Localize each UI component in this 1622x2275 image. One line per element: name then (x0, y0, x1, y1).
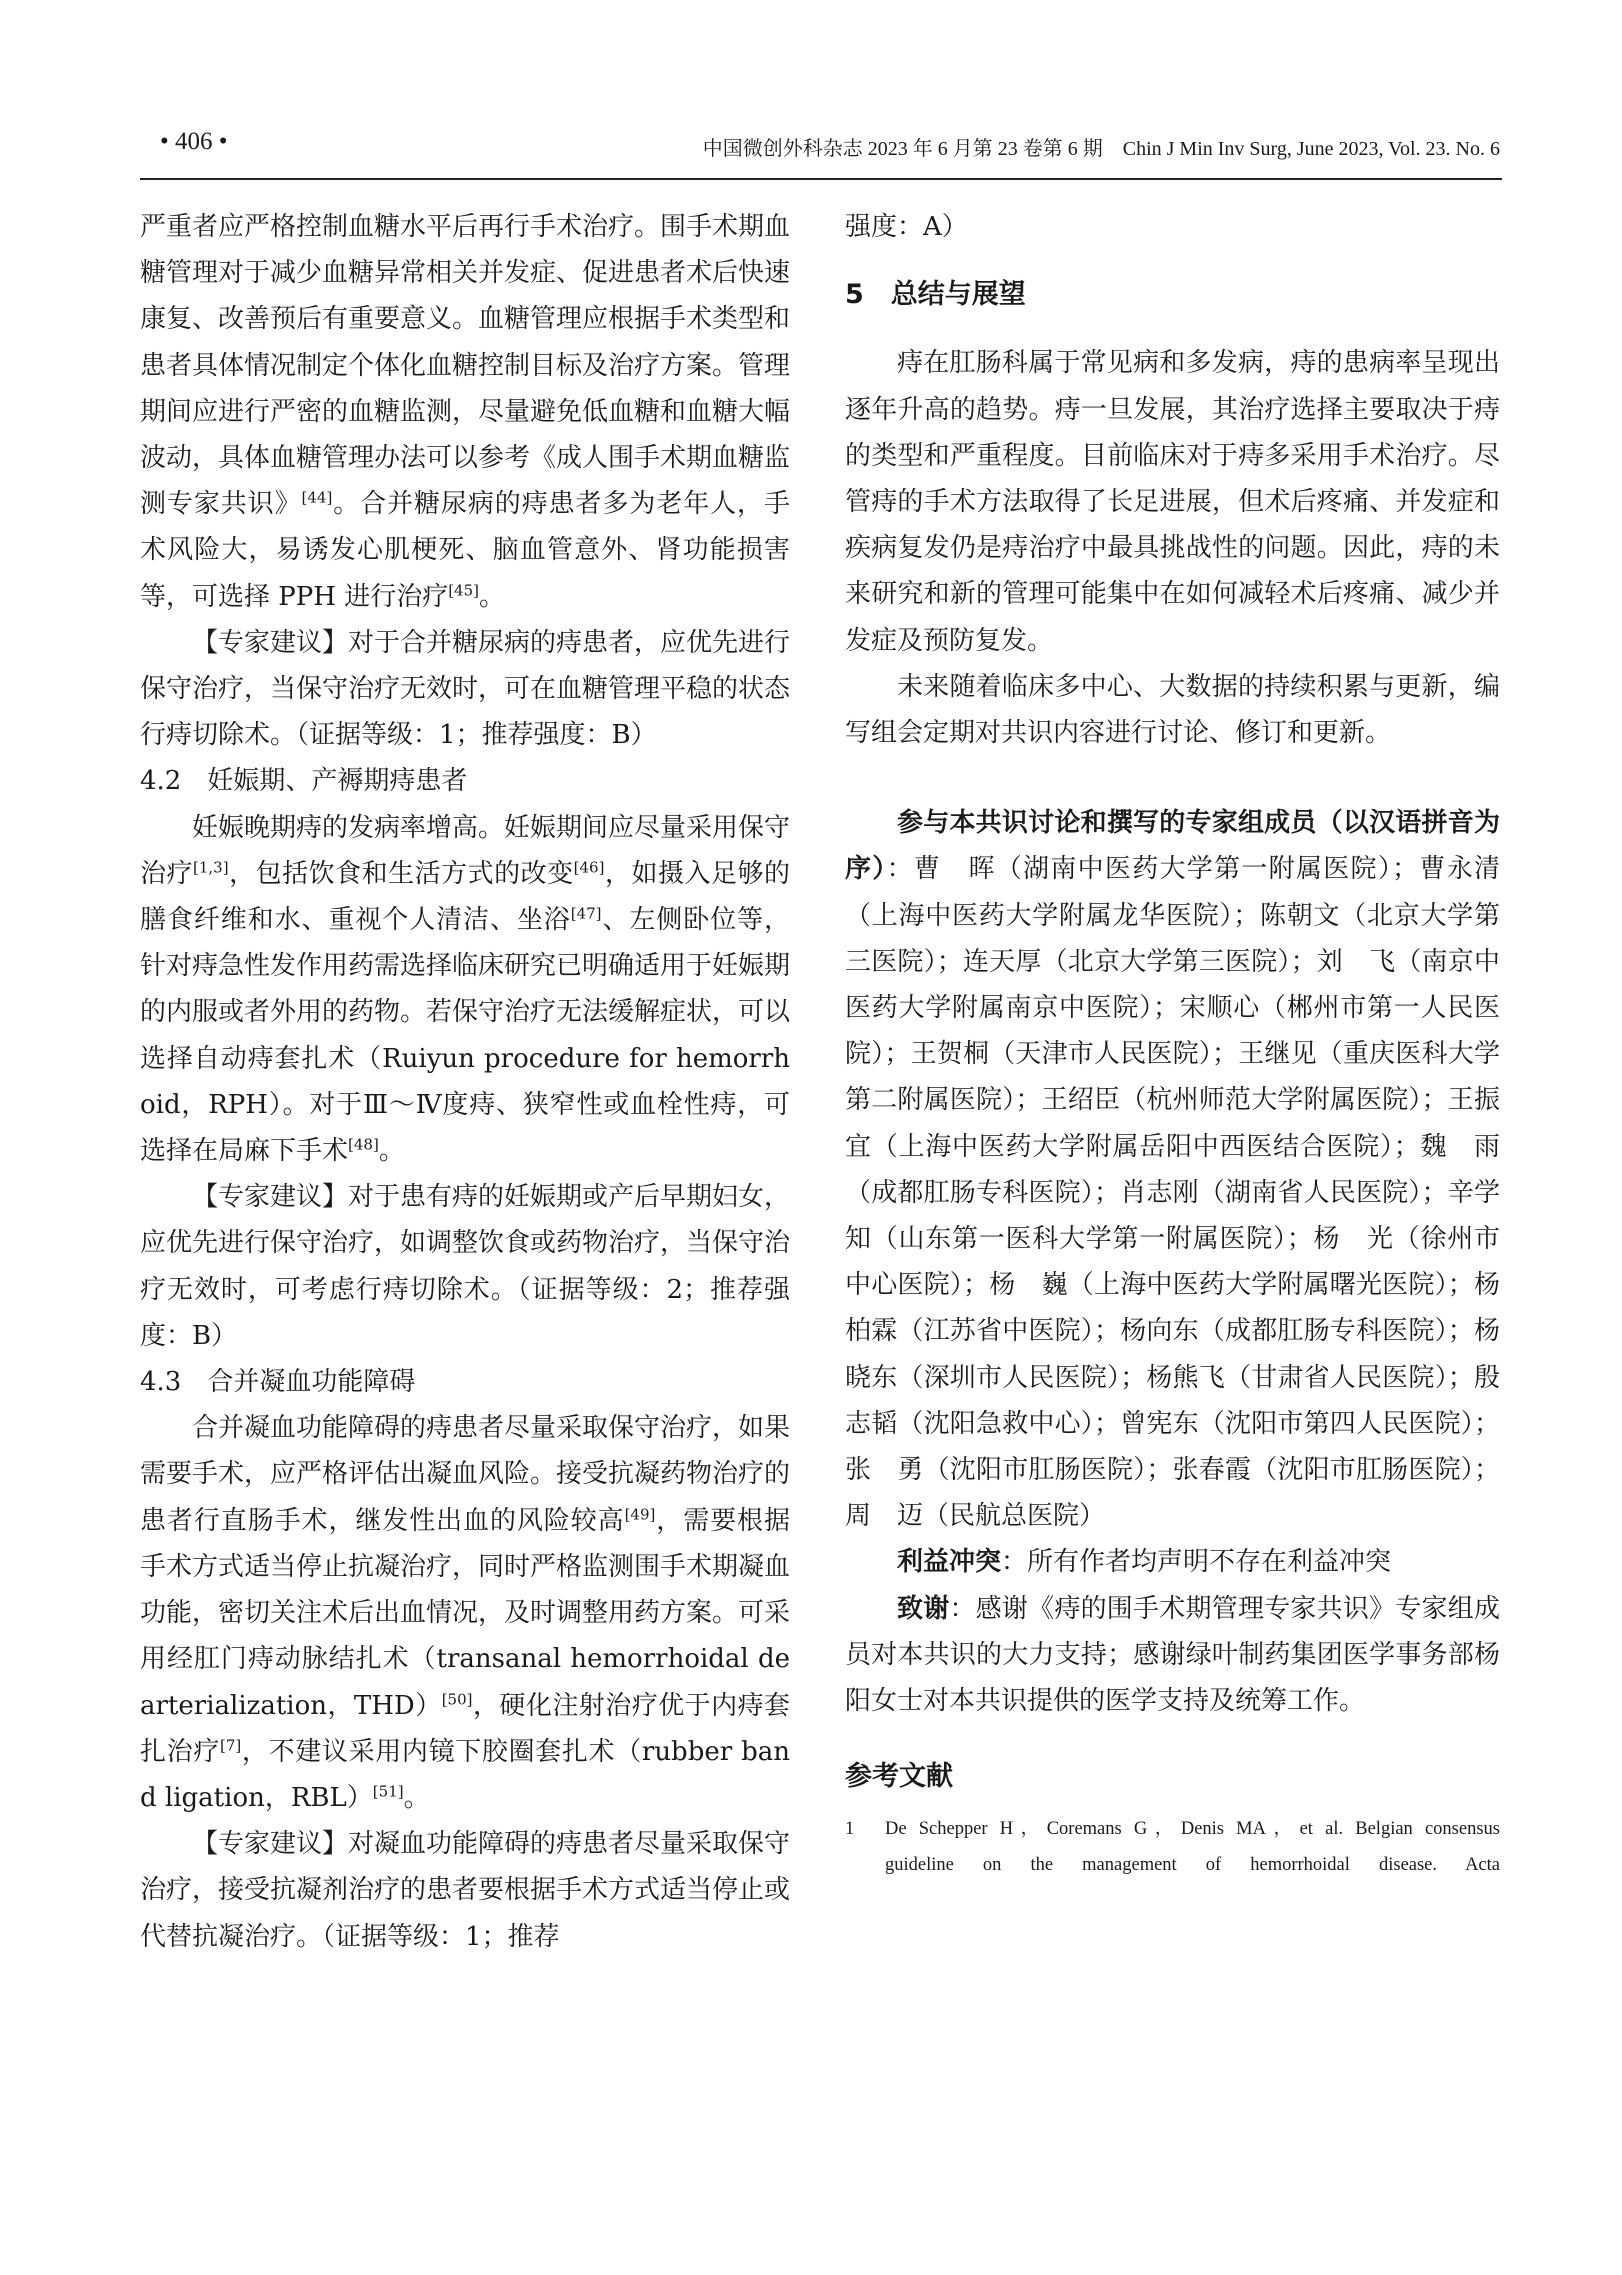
paragraph-coagulation: 合并凝血功能障碍的痔患者尽量采取保守治疗，如果需要手术，应严格评估出凝血风险。接受抗凝药物治疗的患者行直肠手术，继发性出血的风险较高[49]，需要根据手术方式适当停止抗凝治疗，同时严格监测围手术期凝血功能，密切关注术后出血情况，及时调整用药方案。可采用经肛门痔动脉结扎术（transanal hemorrhoidal dearterialization，THD）[50]，硬化注射治疗优于内痔套扎治疗[7]，不建议采用内镜下胶圈套扎术（rubber band ligation，RBL）[51]。 (140, 1413, 791, 1813)
expert-advice-pregnancy: 【专家建议】对于患有痔的妊娠期或产后早期妇女，应优先进行保守治疗，如调整饮食或药物治疗，当保守治疗无效时，可考虑行痔切除术。（证据等级：2；推荐强度：B） (140, 1182, 791, 1351)
paragraph-pregnancy: 妊娠晚期痔的发病率增高。妊娠期间应尽量采用保守治疗[1,3]，包括饮食和生活方式的改变[46]，如摄入足够的膳食纤维和水、重视个人清洁、坐浴[47]、左侧卧位等，针对痔急性发作用药需选择临床研究已明确适用于妊娠期的内服或者外用的药物。若保守治疗无法缓解症状，可以选择自动痔套扎术（Ruiyun procedure for hemorrhoid，RPH）。对于Ⅲ～Ⅳ度痔、狭窄性或血栓性痔，可选择在局麻下手术[48]。 (140, 812, 791, 1167)
citation-47[interactable]: [47] (570, 904, 602, 923)
journal-citation: 中国微创外科杂志 2023 年 6 月第 23 卷第 6 期 Chin J Min Inv Surg, June 2023, Vol. 23. No. 6 (702, 138, 1500, 160)
reference-text-line2: guideline on the management of hemorrhoidal disease. Acta (885, 1854, 1500, 1875)
section-4-3-heading: 4.3 合并凝血功能障碍 (140, 1367, 416, 1398)
expert-group-list: 参与本共识讨论和撰写的专家组成员（以汉语拼音为序）：曹 晖（湖南中医药大学第一附属医院）；曹永清（上海中医药大学附属龙华医院）；陈朝文（北京大学第三医院）；连天厚（北京大学第三医院）；刘 飞（南京中医药大学附属南京中医院）；宋顺心（郴州市第一人民医院）；王贺桐（天津市人民医院）；王继见（重庆医科大学第二附属医院）；王绍臣（杭州师范大学附属医院）；王振宜（上海中医药大学附属岳阳中西医结合医院）；魏 雨（成都肛肠专科医院）；肖志刚（湖南省人民医院）；辛学知（山东第一医科大学第一附属医院）；杨 光（徐州市中心医院）；杨 巍（上海中医药大学附属曙光医院）；杨柏霖（江苏省中医院）；杨向东（成都肛肠专科医院）；杨晓东（深圳市人民医院）；杨熊飞（甘肃省人民医院）；殷志韬（沈阳急救中心）；曾宪东（沈阳市第四人民医院）；张 勇（沈阳市肛肠医院）；张春霞（沈阳市肛肠医院）；周 迈（民航总医院） (845, 808, 1500, 1532)
expert-advice-diabetes: 【专家建议】对于合并糖尿病的痔患者，应优先进行保守治疗，当保守治疗无效时，可在血糖管理平稳的状态行痔切除术。（证据等级：1；推荐强度：B） (140, 627, 791, 751)
header-rule (140, 178, 1502, 180)
acknowledgement: 致谢：感谢《痔的围手术期管理专家共识》专家组成员对本共识的大力支持；感谢绿叶制药集团医学事务部杨阳女士对本共识提供的医学支持及统筹工作。 (845, 1593, 1500, 1717)
reference-text-line1: De Schepper H，Coremans G，Denis MA，et al. Belgian consensus (885, 1818, 1500, 1839)
citation-7[interactable]: [7] (220, 1736, 242, 1755)
paragraph-outlook: 未来随着临床多中心、大数据的持续积累与更新，编写组会定期对共识内容进行讨论、修订和更新。 (845, 671, 1500, 749)
paragraph-summary: 痔在肛肠科属于常见病和多发病，痔的患病率呈现出逐年升高的趋势。痔一旦发展，其治疗选择主要取决于痔的类型和严重程度。目前临床对于痔多采用手术治疗。尽管痔的手术方法取得了长足进展，但术后疼痛、并发症和疾病复发仍是痔治疗中最具挑战性的问题。因此，痔的未来研究和新的管理可能集中在如何减轻术后疼痛、减少并发症及预防复发。 (845, 348, 1500, 656)
left-column (140, 204, 790, 1960)
right-column (845, 204, 1500, 1883)
paragraph-continuation: 强度：A） (845, 212, 968, 242)
citation-50[interactable]: [50] (441, 1689, 473, 1708)
citation-48[interactable]: [48] (348, 1135, 379, 1154)
section-5-heading: 5 总结与展望 (845, 279, 1026, 311)
section-4-2-heading: 4.2 妊娠期、产褥期痔患者 (140, 766, 468, 797)
citation-45[interactable]: [45] (448, 580, 479, 599)
page-header (160, 128, 1500, 168)
conflict-of-interest: 利益冲突：所有作者均声明不存在利益冲突 (897, 1547, 1392, 1578)
paragraph-glucose: 严重者应严格控制血糖水平后再行手术治疗。围手术期血糖管理对于减少血糖异常相关并发症、促进患者术后快速康复、改善预后有重要意义。血糖管理应根据手术类型和患者具体情况制定个体化血糖控制目标及治疗方案。管理期间应进行严密的血糖监测，尽量避免低血糖和血糖大幅波动，具体血糖管理办法可以参考《成人围手术期血糖监测专家共识》[44]。合并糖尿病的痔患者多为老年人，手术风险大，易诱发心肌梗死、脑血管意外、肾功能损害等，可选择 PPH 进行治疗[45]。 (140, 212, 791, 612)
citation-51[interactable]: [51] (372, 1782, 404, 1801)
references-section (845, 1724, 1500, 1882)
reference-item-continued (845, 1847, 1500, 1883)
citation-49[interactable]: [49] (624, 1505, 656, 1524)
page-number: • 406 • (160, 128, 228, 155)
expert-group-title: 参与本共识讨论和撰写的专家组成员（以汉语拼音为序） (845, 808, 1500, 885)
citation-44[interactable]: [44] (301, 488, 333, 507)
citation-1-3[interactable]: [1,3] (193, 858, 229, 877)
expert-advice-coagulation: 【专家建议】对凝血功能障碍的痔患者尽量采取保守治疗，接受抗凝剂治疗的患者要根据手术方式适当停止或代替抗凝治疗。（证据等级：1；推荐 (140, 1829, 791, 1952)
citation-46[interactable]: [46] (573, 858, 605, 877)
reference-item (845, 1811, 1500, 1847)
references-heading: 参考文献 (845, 1761, 953, 1793)
reference-number: 1 (845, 1818, 855, 1839)
